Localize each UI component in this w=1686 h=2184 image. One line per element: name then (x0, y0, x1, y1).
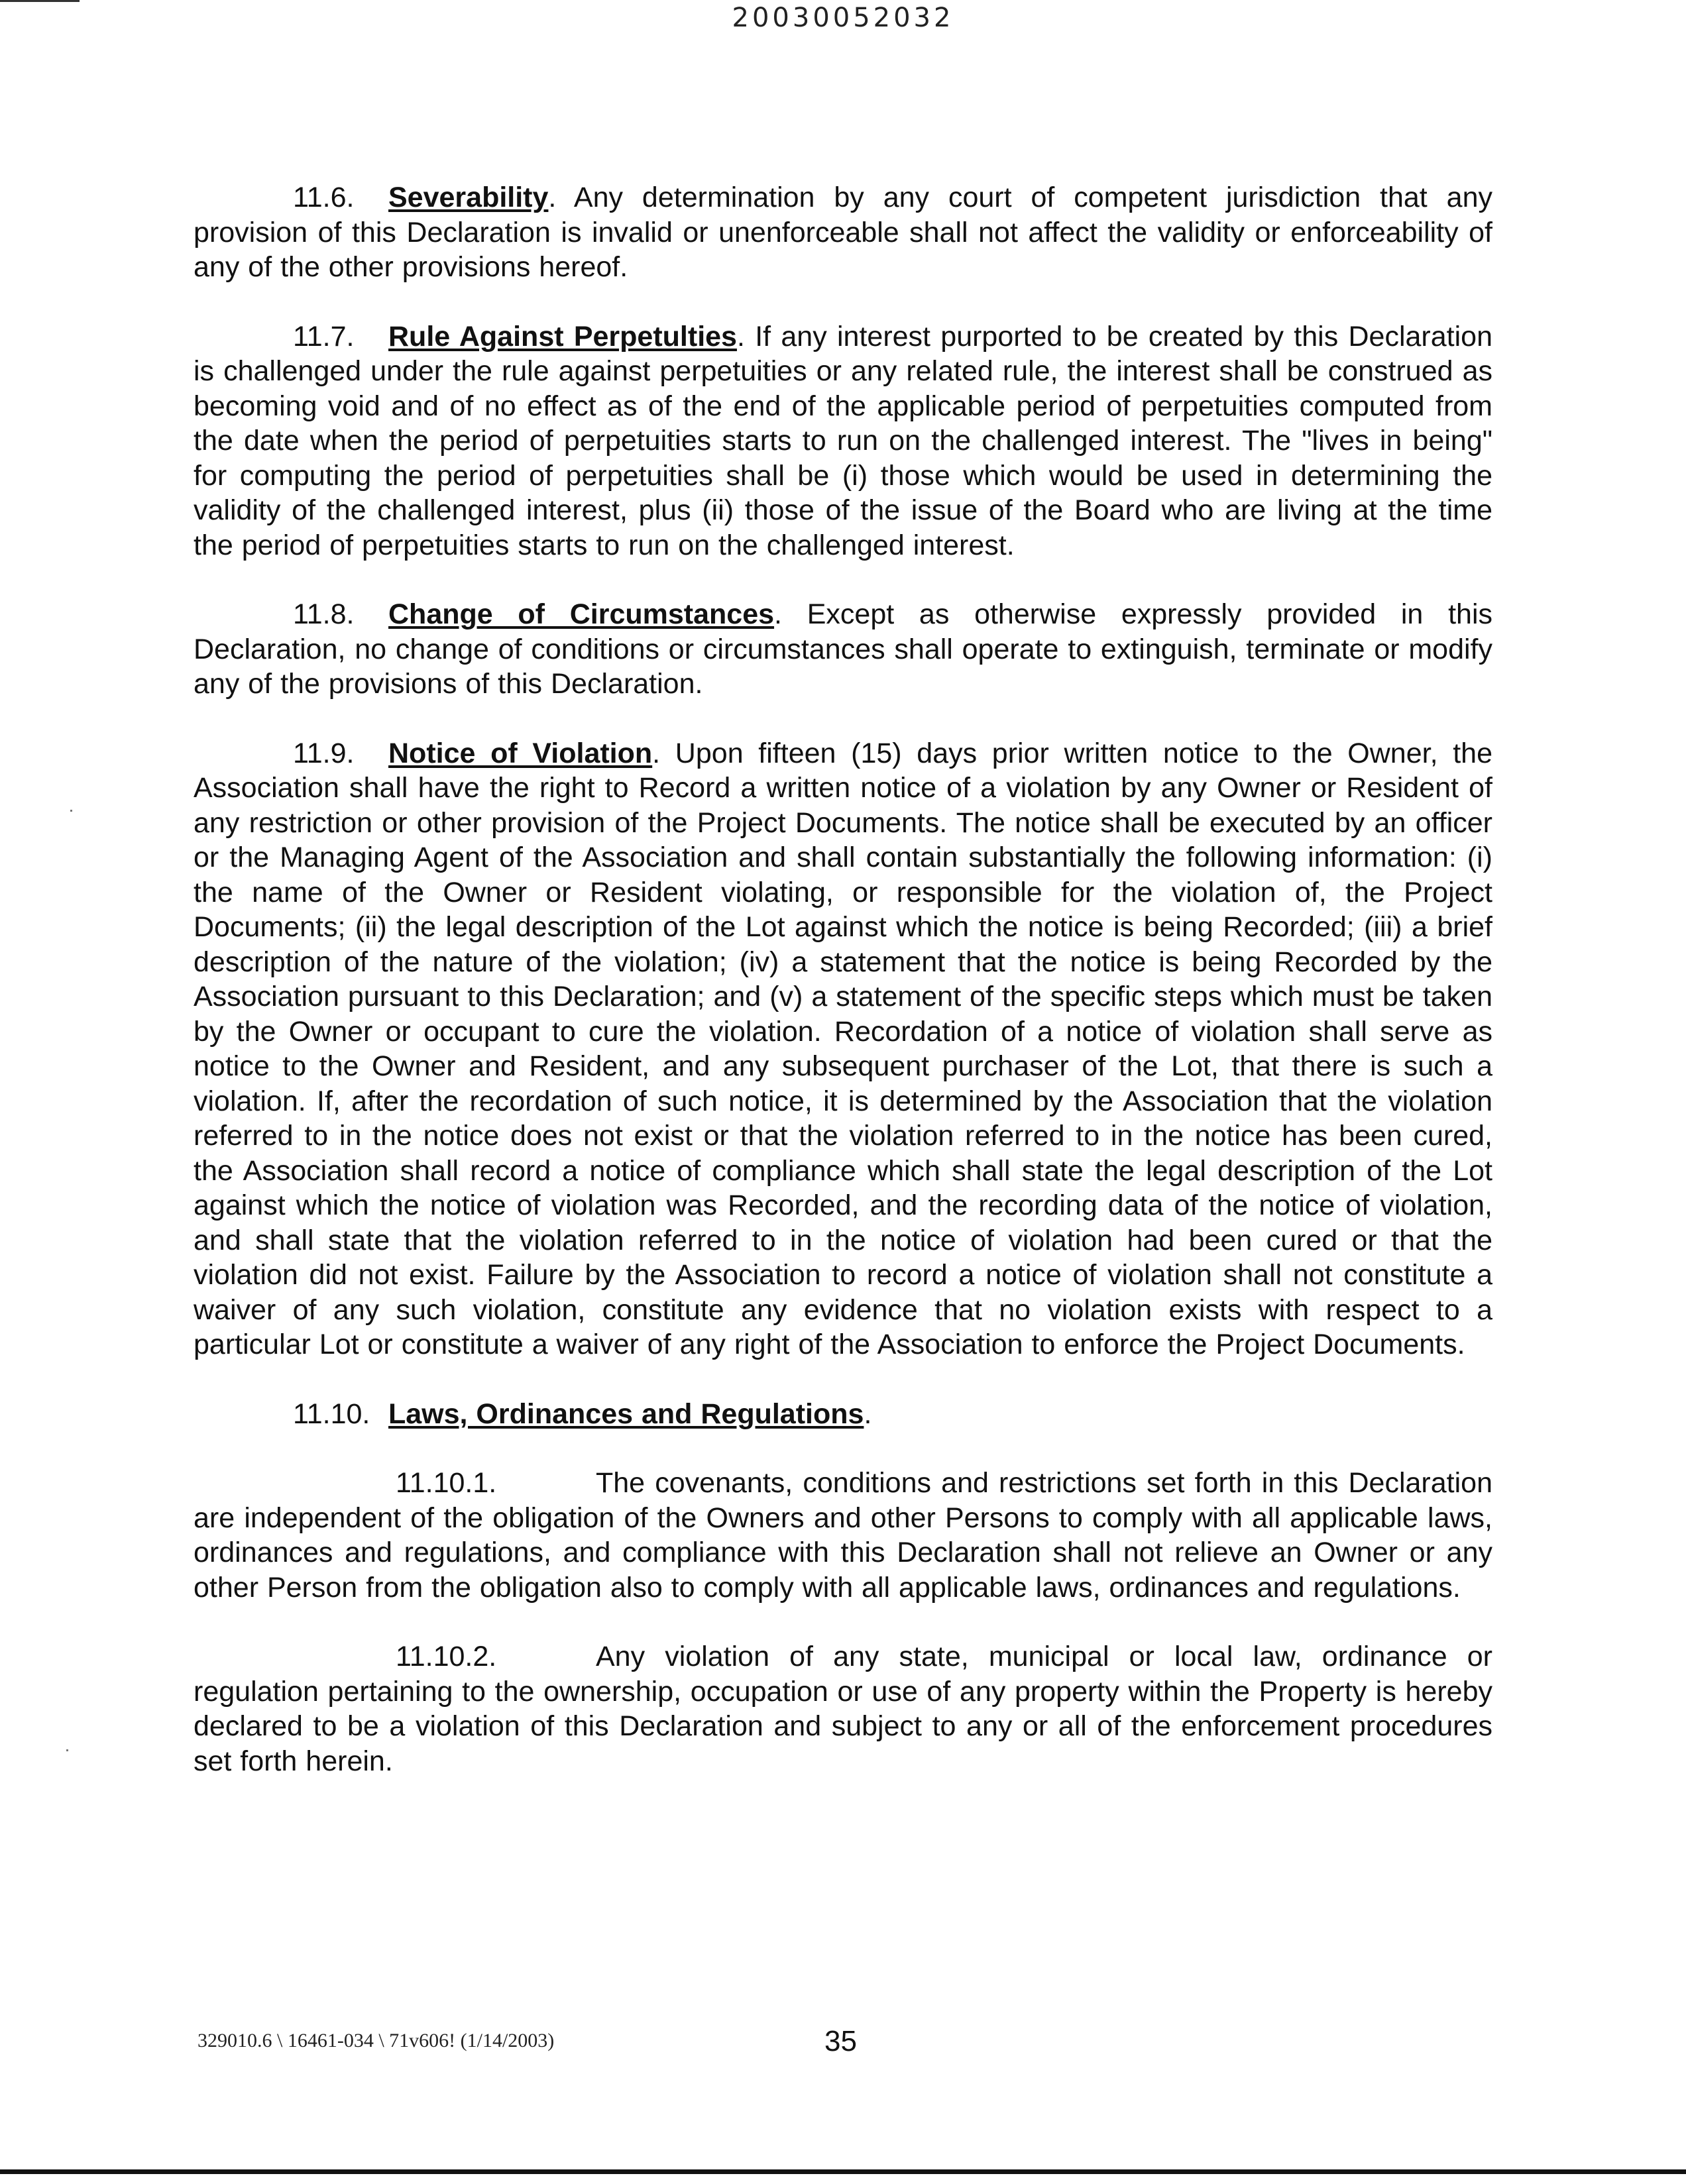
section-number: 11.10.2. (396, 1641, 497, 1672)
section-text: Any violation of any state, municipal or local law, ordinance or regulation pertaining to the ownership, occupation or use of any property within the Property is hereby declared to be a violation of this Declaration and subject to any or all of the enforcement procedures set forth herein. (194, 1641, 1492, 1777)
section-text: . Except as otherwise expressly provided in this Declaration, no change of conditions or circumstances shall operate to extinguish, terminate or modify any of the provisions of this Declaration. (194, 598, 1492, 700)
section-heading: Severability (388, 182, 549, 213)
section-heading: Notice of Violation (388, 737, 653, 769)
section-11-7 (194, 319, 1492, 563)
section-text: . Upon fifteen (15) days prior written notice to the Owner, the Association shall have the right to Record a written notice of a violation by any Owner or Resident of any restriction or other provision of the Project Documents. The notice shall be executed by an officer or the Managing Agent of the Association and shall contain substantially the following information: (i) the name of the Owner or Resident violating, or responsible for the violation of, the Project Documents; (ii) the legal description of the Lot against which the notice is being Recorded; (iii) a brief description of the nature of the violation; (iv) a statement that the notice is being Recorded by the Association pursuant to this Declaration; and (v) a statement of the specific steps which must be taken by the Owner or occupant to cure the violation. Recordation of a notice of violation shall serve as notice to the Owner and Resident, and any subsequent purchaser of the Lot, that there is such a violation. If, after the recordation of such notice, it is determined by the Association that the violation referred to in the notice does not exist or that the violation referred to in the notice has been cured, the Association shall record a notice of compliance which shall state the legal description of the Lot against which the notice of violation was Recorded, and the recording data of the notice of violation, and shall state that the violation referred to in the notice of violation had been cured or that the violation did not exist. Failure by the Association to record a notice of violation shall not constitute a waiver of any such violation, constitute any evidence that no violation exists with respect to a particular Lot or constitute a waiver of any right of the Association to enforce the Project Documents. (194, 737, 1492, 1360)
section-number: 11.10. (293, 1397, 370, 1430)
bottom-border (0, 2169, 1686, 2174)
section-heading: Rule Against Perpetulties (388, 320, 737, 353)
footer-reference: 329010.6 \ 16461-034 \ 71v606! (1/14/2003) (197, 2030, 555, 2051)
document-number: 20030052032 (732, 3, 954, 33)
section-number: 11.10.1. (396, 1467, 497, 1499)
section-11-9 (194, 736, 1492, 1362)
section-number: 11.8. (293, 598, 355, 630)
section-11-6 (194, 180, 1492, 285)
page-number: 35 (824, 2025, 857, 2057)
section-text: . If any interest purported to be created by this Declaration is challenged under the rule against perpetuities or any related rule, the interest shall be construed as becoming void and of no effect as of the end of the applicable period of perpetuities computed from the date when the period of perpetuities starts to run on the challenged interest. The "lives in being" for computing the period of perpetuities shall be (i) those which would be used in determining the validity of the challenged interest, plus (ii) those of the issue of the Board who are living at the time the period of perpetuities starts to run on the challenged interest. (194, 320, 1492, 561)
section-text: . (864, 1397, 872, 1430)
section-number: 11.9. (293, 737, 355, 769)
section-text: . Any determination by any court of competent jurisdiction that any provision of this Declaration is invalid or unenforceable shall not affect the validity or enforceability of any of the other provisions hereof. (194, 182, 1492, 283)
document-body (194, 180, 1492, 1813)
section-11-10-2 (194, 1639, 1492, 1778)
scan-edge-mark (0, 0, 80, 2)
section-heading: Laws, Ordinances and Regulations (388, 1397, 864, 1430)
section-11-8 (194, 597, 1492, 702)
scan-speck (66, 1749, 68, 1751)
scan-speck (70, 810, 72, 812)
section-number: 11.6. (293, 182, 355, 213)
section-heading: Change of Circumstances (388, 598, 775, 630)
section-11-10 (293, 1397, 1492, 1432)
section-11-10-1 (194, 1466, 1492, 1605)
section-number: 11.7. (293, 320, 355, 353)
section-text: The covenants, conditions and restrictions set forth in this Declaration are independent of the obligation of the Owners and other Persons to comply with all applicable laws, ordinances and regulations, and compliance with this Declaration shall not relieve an Owner or any other Person from the obligation also to comply with all applicable laws, ordinances and regulations. (194, 1467, 1492, 1604)
